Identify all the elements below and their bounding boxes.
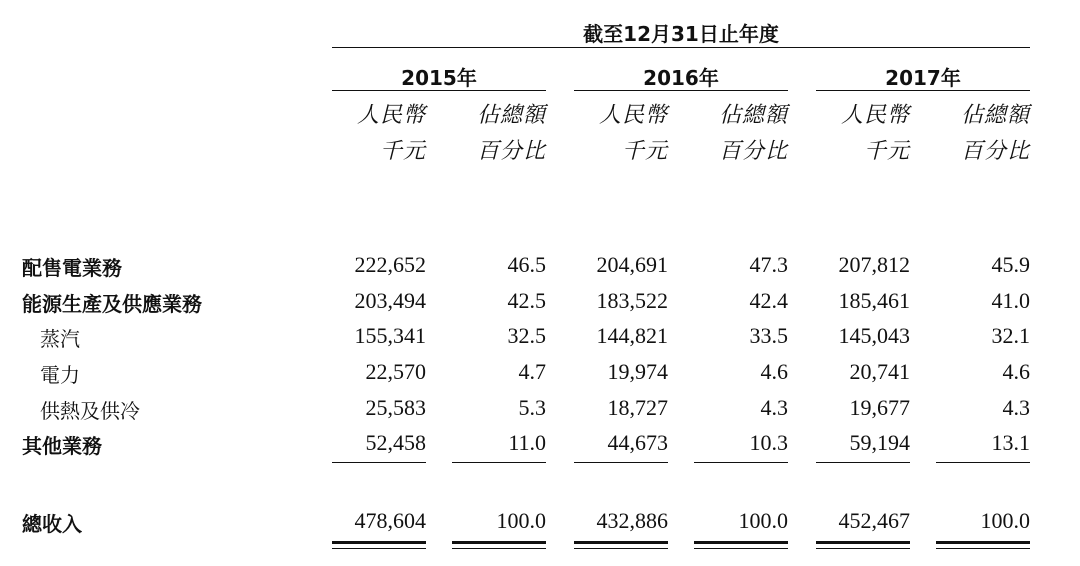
unit-rmb-2015: 人民幣 千元 (356, 103, 426, 164)
total-double-rule-lower (936, 548, 1030, 549)
cell: 145,043 (838, 323, 910, 348)
year-header-2016: 2016年 (643, 66, 719, 90)
subtotal-rule (816, 462, 910, 463)
unit-rmb-2016: 人民幣 千元 (598, 103, 668, 164)
year-underline-2015 (332, 90, 546, 91)
cell: 41.0 (991, 288, 1030, 313)
cell: 207,812 (838, 252, 910, 277)
year-underline-2017 (816, 90, 1030, 91)
row-label-steam: 蒸汽 (40, 327, 80, 351)
year-header-2015: 2015年 (401, 66, 477, 90)
total-cell: 100.0 (496, 508, 546, 533)
cell: 11.0 (508, 430, 546, 455)
cell: 155,341 (354, 323, 426, 348)
cell: 183,522 (596, 288, 668, 313)
unit-rmb-2017: 人民幣 千元 (840, 103, 910, 164)
total-cell: 100.0 (980, 508, 1030, 533)
cell: 13.1 (991, 430, 1030, 455)
cell: 5.3 (518, 395, 546, 420)
period-header: 截至12月31日止年度 (583, 22, 779, 46)
subtotal-rule (452, 462, 546, 463)
cell: 144,821 (596, 323, 668, 348)
cell: 47.3 (749, 252, 788, 277)
cell: 19,677 (849, 395, 910, 420)
total-cell: 452,467 (838, 508, 910, 533)
total-double-rule-lower (816, 548, 910, 549)
subtotal-rule (332, 462, 426, 463)
cell: 185,461 (838, 288, 910, 313)
total-double-rule (936, 541, 1030, 544)
cell: 59,194 (849, 430, 910, 455)
cell: 22,570 (365, 359, 426, 384)
cell: 4.3 (760, 395, 788, 420)
cell: 222,652 (354, 252, 426, 277)
row-label-distribution: 配售電業務 (22, 256, 122, 280)
year-underline-2016 (574, 90, 788, 91)
total-double-rule-lower (574, 548, 668, 549)
subtotal-rule (936, 462, 1030, 463)
row-label-energy: 能源生產及供應業務 (22, 292, 202, 316)
cell: 32.1 (991, 323, 1030, 348)
total-double-rule (332, 541, 426, 544)
total-double-rule (452, 541, 546, 544)
cell: 20,741 (849, 359, 910, 384)
cell: 4.7 (518, 359, 546, 384)
cell: 204,691 (596, 252, 668, 277)
cell: 52,458 (365, 430, 426, 455)
cell: 18,727 (607, 395, 668, 420)
row-label-electricity: 電力 (40, 363, 80, 387)
total-cell: 432,886 (596, 508, 668, 533)
cell: 10.3 (749, 430, 788, 455)
cell: 33.5 (749, 323, 788, 348)
cell: 44,673 (607, 430, 668, 455)
total-double-rule (816, 541, 910, 544)
total-double-rule-lower (694, 548, 788, 549)
cell: 32.5 (507, 323, 546, 348)
cell: 25,583 (365, 395, 426, 420)
cell: 46.5 (507, 252, 546, 277)
total-cell: 100.0 (738, 508, 788, 533)
row-label-heating-cooling: 供熱及供冷 (40, 399, 140, 423)
cell: 19,974 (607, 359, 668, 384)
unit-pct-2015: 佔總額 百分比 (476, 103, 546, 164)
cell: 203,494 (354, 288, 426, 313)
subtotal-rule (694, 462, 788, 463)
cell: 4.3 (1002, 395, 1030, 420)
period-underline (332, 47, 1030, 48)
unit-pct-2017: 佔總額 百分比 (960, 103, 1030, 164)
unit-pct-2016: 佔總額 百分比 (718, 103, 788, 164)
cell: 45.9 (991, 252, 1030, 277)
total-double-rule-lower (332, 548, 426, 549)
subtotal-rule (574, 462, 668, 463)
cell: 42.5 (507, 288, 546, 313)
cell: 4.6 (1002, 359, 1030, 384)
total-double-rule (694, 541, 788, 544)
year-header-2017: 2017年 (885, 66, 961, 90)
total-double-rule (574, 541, 668, 544)
cell: 42.4 (749, 288, 788, 313)
total-double-rule-lower (452, 548, 546, 549)
total-cell: 478,604 (354, 508, 426, 533)
cell: 4.6 (760, 359, 788, 384)
row-label-other: 其他業務 (22, 434, 102, 458)
row-label-total: 總收入 (22, 512, 82, 536)
